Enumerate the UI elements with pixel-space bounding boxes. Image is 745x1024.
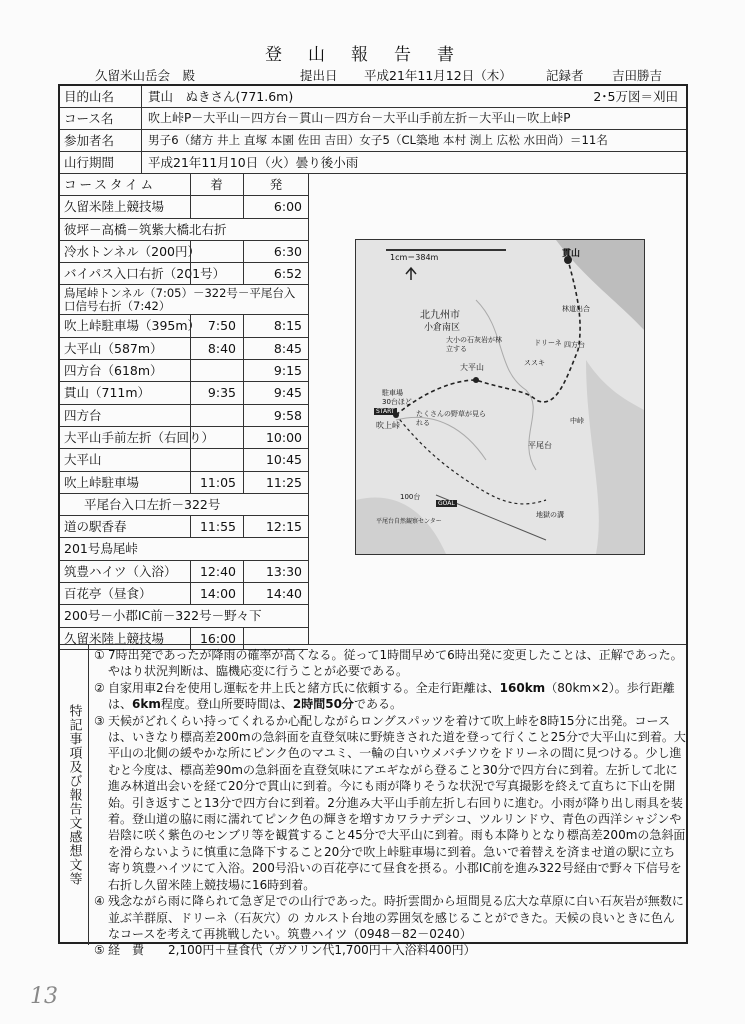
arrive-time: 16:00 bbox=[190, 628, 242, 649]
depart-time: 10:00 bbox=[243, 427, 308, 448]
course-time-row bbox=[60, 605, 308, 627]
header-depart: 発 bbox=[243, 174, 308, 195]
station-name: 道の駅香春 bbox=[64, 519, 127, 535]
note-number: ① bbox=[94, 648, 105, 662]
map-jigoku: 地獄の溝 bbox=[536, 511, 564, 519]
station-name: 冷水トンネル（200円） bbox=[64, 243, 200, 259]
station-name: 四方台 bbox=[64, 407, 102, 423]
recorder-label: 記録者 bbox=[546, 68, 584, 83]
note-text: 7時出発であったが降雨の確率が高くなる。従って1時間早めて6時出発に変更したことは、正解であった。やはり状況判断は、臨機応変に行うことが必要である。 bbox=[108, 648, 683, 679]
course-time-row bbox=[60, 405, 308, 427]
arrive-time: 14:00 bbox=[190, 583, 242, 604]
period-row bbox=[60, 152, 686, 174]
course-time-row bbox=[60, 427, 308, 449]
course-time-row bbox=[60, 196, 308, 218]
notes-section bbox=[60, 644, 686, 958]
station-name: 吹上峠駐車場（395m） bbox=[64, 318, 201, 334]
course-time-row bbox=[60, 538, 308, 560]
arrive-time bbox=[190, 449, 242, 470]
course-time-row bbox=[60, 494, 308, 516]
arrive-time bbox=[190, 263, 242, 284]
note-text: 残念ながら雨に降られて急ぎ足での山行であった。時折雲間から垣間見る広大な草原に白い石灰岩が無数に並ぶ羊群原、ドリーネ（石灰穴）の カルスト台地の雰囲気を感じることができた。天候の良いときに色んなコースを考えて再挑戦したい。筑豊ハイツ（0948－82－0240） bbox=[108, 894, 684, 941]
map-ward: 小倉南区 bbox=[424, 323, 461, 333]
course-time-row bbox=[60, 338, 308, 360]
depart-time: 6:52 bbox=[243, 263, 308, 284]
station-name: 吹上峠駐車場 bbox=[64, 474, 140, 490]
arrive-time bbox=[190, 196, 242, 217]
note-number: ② bbox=[94, 680, 105, 695]
course-time-row bbox=[60, 382, 308, 404]
depart-time: 6:30 bbox=[243, 241, 308, 262]
depart-time: 14:40 bbox=[243, 583, 308, 604]
target-row bbox=[60, 86, 686, 108]
map-view-note: たくさんの野草が見られる bbox=[416, 410, 486, 427]
recorder-name: 吉田勝吉 bbox=[612, 68, 663, 83]
depart-time: 8:45 bbox=[243, 338, 308, 359]
note-text: （80km×2）。歩行距離は、 bbox=[108, 680, 675, 712]
note-item bbox=[94, 680, 686, 713]
course-time-row bbox=[60, 315, 308, 337]
course-time-row bbox=[60, 472, 308, 494]
station-name: 久留米陸上競技場 bbox=[64, 630, 165, 646]
course-time-header bbox=[60, 174, 308, 196]
arrive-time: 11:55 bbox=[190, 516, 242, 537]
course-time-row bbox=[60, 561, 308, 583]
note-item bbox=[94, 713, 686, 893]
course-time-row bbox=[60, 449, 308, 471]
course-time-row bbox=[60, 219, 308, 241]
submitted-label: 提出日 bbox=[300, 68, 338, 83]
arrive-time bbox=[190, 241, 242, 262]
arrive-time: 11:05 bbox=[190, 472, 242, 493]
map-scale: 1cm＝384m bbox=[390, 253, 439, 262]
course-time-row bbox=[60, 360, 308, 382]
map-center: 平尾台自然観察センター bbox=[376, 518, 442, 525]
map-daiheizan: 大平山 bbox=[460, 363, 484, 372]
notes-label: 特記事項及び報告文感想文等 bbox=[60, 645, 89, 945]
station-name: 平尾台入口左折－322号 bbox=[84, 496, 221, 512]
arrive-time: 7:50 bbox=[190, 315, 242, 336]
station-name: 四方台（618m） bbox=[64, 363, 163, 379]
course-time-row bbox=[60, 516, 308, 538]
depart-time: 9:15 bbox=[243, 360, 308, 381]
station-name: 大平山 bbox=[64, 452, 102, 468]
depart-time: 9:45 bbox=[243, 382, 308, 403]
course-time-table bbox=[60, 174, 308, 650]
map-shihodai: 四方台 bbox=[564, 341, 585, 349]
station-name: 筑豊ハイツ（入浴） bbox=[64, 563, 177, 579]
header-station: コースタイム bbox=[64, 177, 157, 192]
arrive-time: 12:40 bbox=[190, 561, 242, 582]
note-text: 自家用車2台を使用し運転を井上氏と緒方氏に依頼する。全走行距離は、 bbox=[108, 680, 500, 695]
station-name: 鳥尾峠トンネル（7:05）－322号－平尾台入口信号右折（7:42） bbox=[64, 286, 296, 314]
station-name: バイパス入口右折（201号） bbox=[64, 266, 226, 282]
page-title: 登山報告書 bbox=[265, 45, 480, 65]
map-start: START bbox=[376, 408, 395, 415]
map-parking: 駐車場 bbox=[382, 389, 403, 397]
station-name: 百花亭（昼食） bbox=[64, 586, 152, 602]
route-map bbox=[355, 239, 645, 555]
note-item bbox=[94, 647, 686, 680]
note-number: ③ bbox=[94, 713, 105, 728]
arrive-time bbox=[190, 360, 242, 381]
arrive-time: 9:35 bbox=[190, 382, 242, 403]
map-parking-note: 30台ほど bbox=[382, 398, 412, 406]
depart-time: 13:30 bbox=[243, 561, 308, 582]
course-label: コース名 bbox=[60, 108, 142, 129]
depart-time: 10:45 bbox=[243, 449, 308, 470]
depart-time: 8:15 bbox=[243, 315, 308, 336]
members-row bbox=[60, 130, 686, 152]
map-hiraodai: 平尾台 bbox=[528, 441, 552, 450]
note-number: ⑤ bbox=[94, 943, 105, 958]
map-susuki: ススキ bbox=[524, 359, 545, 367]
course-time-row bbox=[60, 285, 308, 315]
station-name: 201号鳥尾峠 bbox=[64, 541, 138, 557]
depart-time: 9:58 bbox=[243, 405, 308, 426]
note-text: 程度。登山所要時間は、 bbox=[160, 697, 293, 712]
station-name: 200号－小郡IC前－322号－野々下 bbox=[64, 608, 262, 624]
map-guide: 100台 bbox=[400, 493, 421, 501]
members-value: 男子6（緒方 井上 直塚 本園 佐田 吉田）女子5（CL築地 本村 渕上 広松 水田尚）＝11名 bbox=[148, 133, 608, 147]
depart-time: 12:15 bbox=[243, 516, 308, 537]
map-forest-note: 大小の石灰岩が林立する bbox=[446, 336, 502, 353]
map-nakatouge: 中峠 bbox=[570, 417, 584, 425]
map-city: 北九州市 bbox=[420, 310, 460, 321]
map-dorine: ドリーネ bbox=[534, 339, 562, 347]
map-fukiage: 吹上峠 bbox=[376, 421, 400, 430]
arrive-time: 8:40 bbox=[190, 338, 242, 359]
note-item bbox=[94, 893, 686, 942]
page-number: 13 bbox=[30, 984, 58, 1009]
note-number: ④ bbox=[94, 894, 105, 909]
map-peak: 貫山 bbox=[562, 249, 581, 259]
station-name: 久留米陸上競技場 bbox=[64, 199, 165, 215]
course-time-row bbox=[60, 263, 308, 285]
depart-time: 11:25 bbox=[243, 472, 308, 493]
note-bold: 6km bbox=[132, 697, 161, 712]
period-label: 山行期間 bbox=[60, 152, 142, 173]
notes-body bbox=[94, 647, 686, 959]
submitted-date: 平成21年11月12日（木） bbox=[364, 68, 512, 83]
station-name: 貫山（711m） bbox=[64, 385, 151, 401]
note-text: 経 費 2,100円＋昼食代（ガソリン代1,700円＋入浴料400円） bbox=[108, 943, 476, 958]
course-table-divider bbox=[308, 174, 309, 644]
addressee: 久留米山岳会 殿 bbox=[95, 68, 196, 83]
depart-time: 6:00 bbox=[243, 196, 308, 217]
arrive-time bbox=[190, 427, 242, 448]
members-label: 参加者名 bbox=[60, 130, 142, 151]
station-name: 大平山（587m） bbox=[64, 340, 163, 356]
station-name: 大平山手前左折（右回り） bbox=[64, 429, 215, 445]
note-item bbox=[94, 942, 686, 958]
course-row bbox=[60, 108, 686, 130]
course-time-row bbox=[60, 241, 308, 263]
note-text: 天候がどれくらい持ってくれるか心配しながらロングスパッツを着けて吹上峠を8時15分に出発。コースは、いきなり標高差200mの急斜面を直登気味に野焼きされた道を登って行くこと25分で大平山に到着。大平山の北側の緩やかな所にピンク色のマユミ、一輪の白いウメバチソウをドリーネの間に見つける。少し進むと今度は、標高差90mの急斜面を直登気味にアエギながら登ること30分で四方台に到着。左折して北に進み林道出会いを経て20分で貫山に到着。今にも雨が降りそうな状況で写真撮影を終えて直ちに下山を開始。引き返すこと13分で四方台に到着。2分進み大平山手前左折し右回りに進む。小雨が降り出し雨具を装着。登山道の脇に雨に濡れてピンク色の輝きを増すカワラナデシコ、ツルリンドウ、青色の西洋シャジンや岩陰に咲く紫色のセンブリ等を観賞すること45分で大平山に到着。雨も本降りとなり標高差200mの急斜面を滑らないように慎重に急降下すること20分で吹上峠駐車場に到着。急いで着替えを済ませ道の駅に立ち寄り筑豊ハイツにて入浴。200号沿いの百花亭にて昼食を摂る。小郡IC前を進み322号経由で野々下信号を右折し久留米陸上競技場に16時到着。 bbox=[108, 713, 686, 892]
period-value: 平成21年11月10日（火）曇り後小雨 bbox=[148, 155, 359, 170]
target-value: 貫山 ぬきさん(771.6m) bbox=[148, 89, 294, 104]
station-name: 彼坪－高橋－筑紫大橋北右折 bbox=[64, 221, 227, 237]
map-goal: GOAL bbox=[438, 500, 455, 507]
note-bold: 2時間50分 bbox=[292, 697, 354, 712]
header-arrive: 着 bbox=[190, 174, 242, 195]
arrive-time bbox=[190, 405, 242, 426]
map-forest-road: 林道出合 bbox=[562, 305, 590, 313]
note-text: である。 bbox=[353, 697, 402, 712]
report-form bbox=[58, 84, 688, 958]
target-label: 目的山名 bbox=[60, 86, 142, 107]
course-time-row bbox=[60, 583, 308, 605]
target-map: 2･5万図＝刈田 bbox=[593, 89, 678, 104]
note-bold: 160km bbox=[499, 680, 546, 695]
course-value: 吹上峠P－大平山－四方台－貫山－四方台－大平山手前左折－大平山－吹上峠P bbox=[148, 111, 571, 125]
